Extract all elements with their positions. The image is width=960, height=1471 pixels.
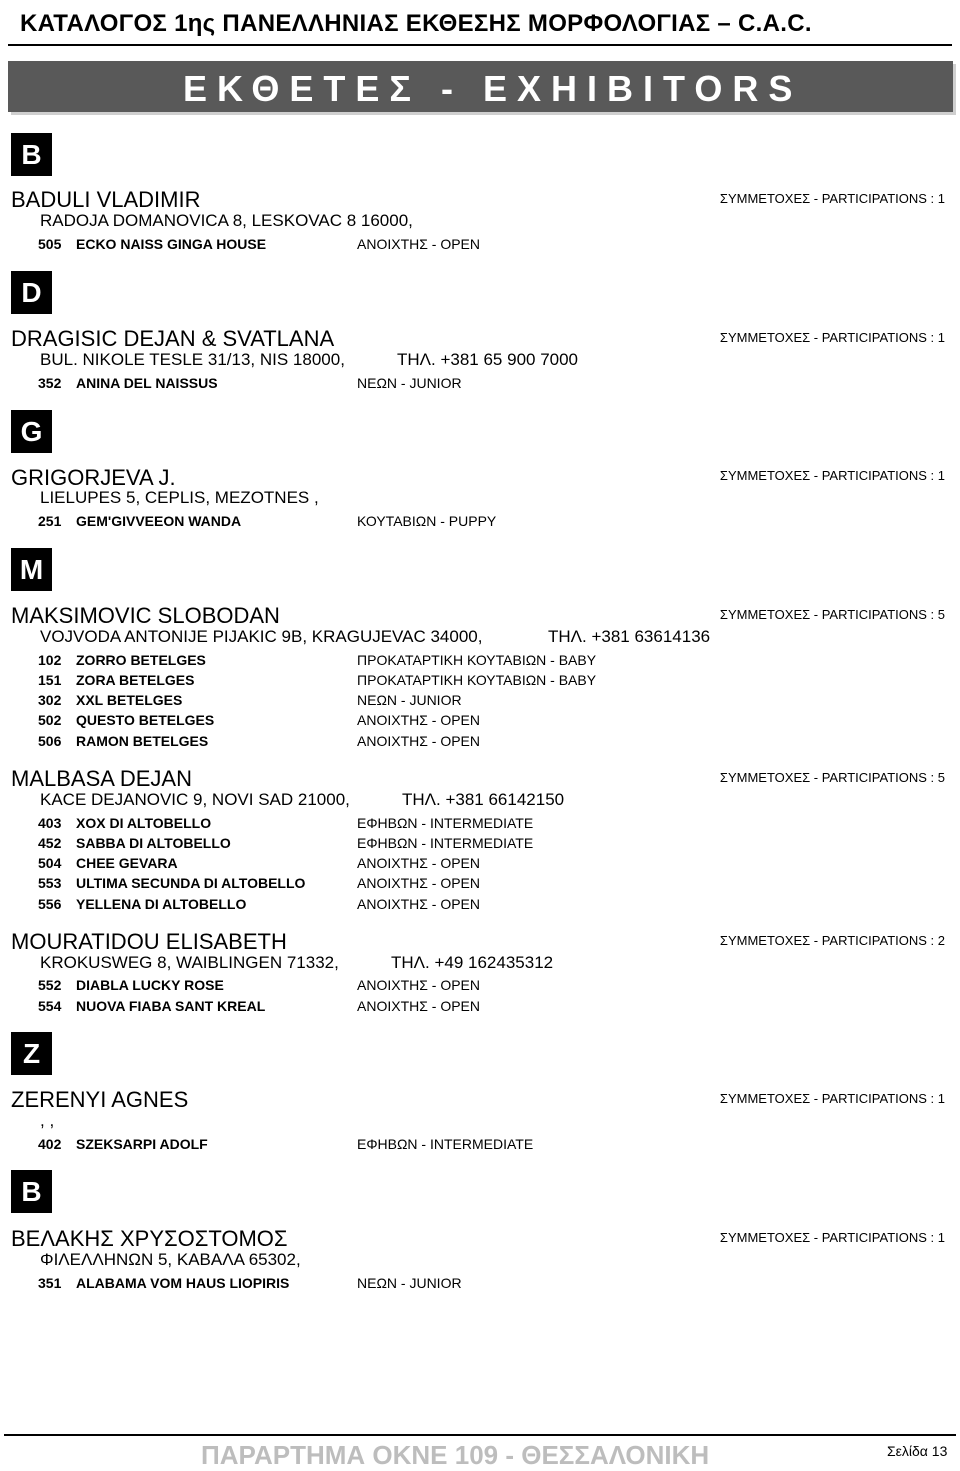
banner-title: ΕΚΘΕΤΕΣ - EXHIBITORS <box>183 68 803 109</box>
dog-class: ΝΕΩΝ - JUNIOR <box>357 1275 462 1291</box>
dog-class: ΕΦΗΒΩΝ - INTERMEDIATE <box>357 1136 534 1152</box>
exhibitor-address <box>40 350 579 370</box>
participations-count: ΣΥΜΜΕΤΟΧΕΣ - PARTICIPATIONS : 5 <box>719 607 945 622</box>
dog-class: ΝΕΩΝ - JUNIOR <box>357 375 462 391</box>
participations-count: ΣΥΜΜΕΤΟΧΕΣ - PARTICIPATIONS : 5 <box>719 770 945 785</box>
catalog-number: 403 <box>38 815 62 831</box>
catalog-number: 506 <box>38 733 62 749</box>
catalog-number: 351 <box>38 1275 62 1291</box>
dog-class: ΠΡΟΚΑΤΑΡΤΙΚΗ ΚΟΥΤΑΒΙΩΝ - BABY <box>357 672 597 688</box>
dog-name: ALABAMA VOM HAUS LIOPIRIS <box>76 1275 290 1291</box>
dog-name: QUESTO BETELGES <box>76 712 215 728</box>
participations-count: ΣΥΜΜΕΤΟΧΕΣ - PARTICIPATIONS : 1 <box>719 1091 945 1106</box>
exhibitor-address <box>40 627 711 647</box>
dog-name: CHEE GEVARA <box>76 855 178 871</box>
dog-class: ΝΕΩΝ - JUNIOR <box>357 692 462 708</box>
dog-name: XXL BETELGES <box>76 692 183 708</box>
catalog-number: 504 <box>38 855 62 871</box>
catalog-number: 452 <box>38 835 62 851</box>
section-letter-box: B <box>11 133 52 176</box>
participations-count: ΣΥΜΜΕΤΟΧΕΣ - PARTICIPATIONS : 1 <box>719 330 945 345</box>
dog-name: ECKO NAISS GINGA HOUSE <box>76 236 267 252</box>
catalog-number: 556 <box>38 896 62 912</box>
catalog-number: 505 <box>38 236 62 252</box>
dog-name: ZORRO BETELGES <box>76 652 206 668</box>
phone-number: ΤΗΛ. +381 65 900 7000 <box>397 350 579 369</box>
dog-name: SABBA DI ALTOBELLO <box>76 835 231 851</box>
section-letter-box: G <box>11 410 52 453</box>
dog-name: ANINA DEL NAISSUS <box>76 375 218 391</box>
exhibitors-banner <box>8 61 953 112</box>
dog-class: ΑΝΟΙΧΤΗΣ - OPEN <box>357 977 480 993</box>
dog-class: ΑΝΟΙΧΤΗΣ - OPEN <box>357 875 480 891</box>
exhibitor-name: MALBASA DEJAN <box>11 766 192 791</box>
catalog-number: 302 <box>38 692 62 708</box>
dog-class: ΑΝΟΙΧΤΗΣ - OPEN <box>357 998 480 1014</box>
footer-divider <box>4 1434 956 1436</box>
participations-count: ΣΥΜΜΕΤΟΧΕΣ - PARTICIPATIONS : 1 <box>719 1230 945 1245</box>
phone-number: ΤΗΛ. +49 162435312 <box>391 953 554 972</box>
dog-name: SZEKSARPI ADOLF <box>76 1136 208 1152</box>
address-text: , , <box>40 1111 55 1130</box>
dog-class: ΑΝΟΙΧΤΗΣ - OPEN <box>357 896 480 912</box>
catalog-number: 151 <box>38 672 62 688</box>
dog-name: ULTIMA SECUNDA DI ALTOBELLO <box>76 875 306 891</box>
exhibitor-name: ΒΕΛΑΚΗΣ ΧΡΥΣΟΣΤΟΜΟΣ <box>11 1226 288 1251</box>
dog-class: ΑΝΟΙΧΤΗΣ - OPEN <box>357 733 480 749</box>
dog-class: ΑΝΟΙΧΤΗΣ - OPEN <box>357 236 480 252</box>
dog-class: ΚΟΥΤΑΒΙΩΝ - PUPPY <box>357 513 497 529</box>
address-text: LIELUPES 5, CEPLIS, MEZOTNES , <box>40 488 319 507</box>
address-text: ΦΙΛΕΛΛΗΝΩΝ 5, ΚΑΒΑΛΑ 65302, <box>40 1250 301 1269</box>
phone-number: ΤΗΛ. +381 63614136 <box>548 627 711 646</box>
header-divider <box>8 44 952 46</box>
address-text: KACE DEJANOVIC 9, NOVI SAD 21000, <box>40 790 350 809</box>
exhibitor-address <box>40 1250 301 1270</box>
footer-title: ΠΑΡΑΡΤΗΜΑ ΟΚΝΕ 109 - ΘΕΣΣΑΛΟΝΙΚΗ <box>201 1440 710 1470</box>
catalog-number: 554 <box>38 998 62 1014</box>
phone-number: ΤΗΛ. +381 66142150 <box>402 790 565 809</box>
dog-class: ΑΝΟΙΧΤΗΣ - OPEN <box>357 855 480 871</box>
dog-name: GEM'GIVVEEON WANDA <box>76 513 242 529</box>
participations-count: ΣΥΜΜΕΤΟΧΕΣ - PARTICIPATIONS : 2 <box>719 933 945 948</box>
exhibitor-name: MAKSIMOVIC SLOBODAN <box>11 603 280 628</box>
exhibitor-name: GRIGORJEVA J. <box>11 465 176 490</box>
exhibitor-address <box>40 1111 54 1131</box>
catalog-number: 553 <box>38 875 62 891</box>
address-text: VOJVODA ANTONIJE PIJAKIC 9B, KRAGUJEVAC 34000, <box>40 627 483 646</box>
exhibitor-name: DRAGISIC DEJAN & SVATLANA <box>11 326 335 351</box>
exhibitor-address <box>40 488 319 508</box>
exhibitor-address <box>40 953 554 973</box>
catalog-number: 502 <box>38 712 62 728</box>
dog-name: RAMON BETELGES <box>76 733 209 749</box>
dog-name: DIABLA LUCKY ROSE <box>76 977 224 993</box>
participations-count: ΣΥΜΜΕΤΟΧΕΣ - PARTICIPATIONS : 1 <box>719 191 945 206</box>
section-letter-box: M <box>11 548 52 591</box>
catalog-number: 402 <box>38 1136 62 1152</box>
exhibitor-name: BADULI VLADIMIR <box>11 187 201 212</box>
catalog-number: 552 <box>38 977 62 993</box>
exhibitor-name: ZERENYI AGNES <box>11 1087 189 1112</box>
page-number: Σελίδα 13 <box>887 1443 948 1459</box>
catalog-number: 251 <box>38 513 62 529</box>
section-letter-box: B <box>11 1170 52 1213</box>
exhibitor-name: MOURATIDOU ELISABETH <box>11 929 287 954</box>
section-letter-box: D <box>11 271 52 314</box>
dog-name: XOX DI ALTOBELLO <box>76 815 212 831</box>
catalog-number: 352 <box>38 375 62 391</box>
dog-class: ΕΦΗΒΩΝ - INTERMEDIATE <box>357 815 534 831</box>
dog-class: ΑΝΟΙΧΤΗΣ - OPEN <box>357 712 480 728</box>
dog-name: ZORA BETELGES <box>76 672 195 688</box>
dog-class: ΠΡΟΚΑΤΑΡΤΙΚΗ ΚΟΥΤΑΒΙΩΝ - BABY <box>357 652 597 668</box>
catalog-number: 102 <box>38 652 62 668</box>
address-text: KROKUSWEG 8, WAIBLINGEN 71332, <box>40 953 339 972</box>
exhibitor-address <box>40 211 413 231</box>
participations-count: ΣΥΜΜΕΤΟΧΕΣ - PARTICIPATIONS : 1 <box>719 468 945 483</box>
section-letter-box: Z <box>11 1032 52 1075</box>
catalog-title: ΚΑΤΑΛΟΓΟΣ 1ης ΠΑΝΕΛΛΗΝΙΑΣ ΕΚΘΕΣΗΣ ΜΟΡΦΟΛΟΓΙΑΣ – C.A.C. <box>20 10 812 37</box>
dog-class: ΕΦΗΒΩΝ - INTERMEDIATE <box>357 835 534 851</box>
exhibitor-address <box>40 790 565 810</box>
dog-name: NUOVA FIABA SANT KREAL <box>76 998 266 1014</box>
address-text: RADOJA DOMANOVICA 8, LESKOVAC 8 16000, <box>40 211 413 230</box>
dog-name: YELLENA DI ALTOBELLO <box>76 896 247 912</box>
address-text: BUL. NIKOLE TESLE 31/13, NIS 18000, <box>40 350 345 369</box>
